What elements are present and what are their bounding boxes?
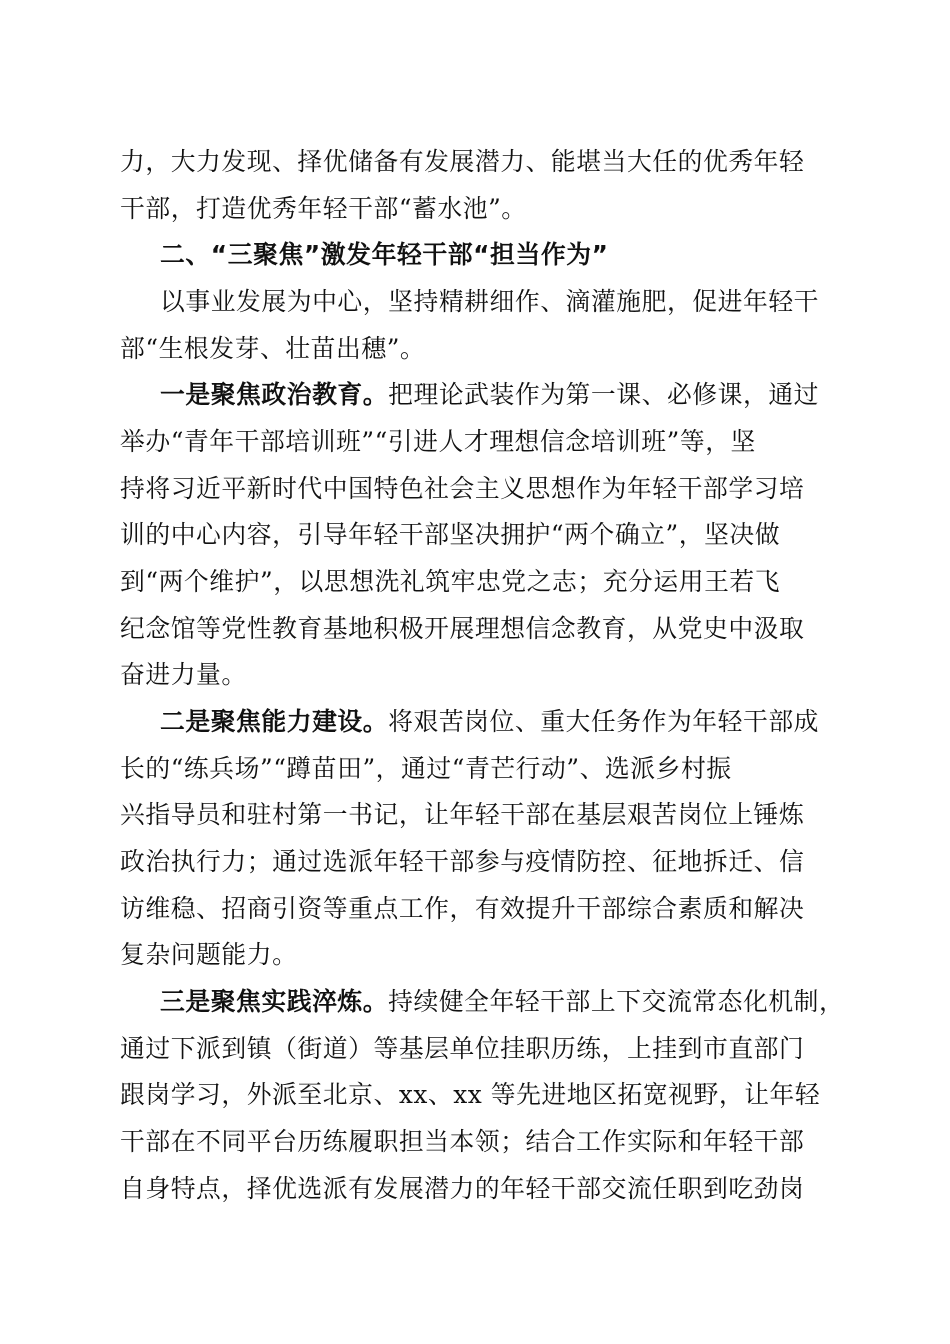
body-line: 奋进力量。 — [120, 660, 247, 689]
body-line: 纪念馆等党性教育基地积极开展理想信念教育，从党史中汲取 — [120, 614, 805, 643]
paragraph-first-line: 三是聚焦实践淬炼。持续健全年轻干部上下交流常态化机制， — [160, 987, 845, 1016]
body-line: 持将习近平新时代中国特色社会主义思想作为年轻干部学习培 — [120, 474, 805, 503]
paragraph-first-line: 二是聚焦能力建设。将艰苦岗位、重大任务作为年轻干部成 — [160, 707, 820, 736]
body-line: 政治执行力；通过选派年轻干部参与疫情防控、征地拆迁、信 — [120, 847, 805, 876]
subheading-lead: 三是聚焦实践淬炼。 — [160, 987, 389, 1016]
body-line: 长的“练兵场”“蹲苗田”，通过“青芒行动”、选派乡村振 — [120, 754, 732, 783]
body-line: 兴指导员和驻村第一书记，让年轻干部在基层艰苦岗位上锤炼 — [120, 800, 805, 829]
body-line: 干部在不同平台历练履职担当本领；结合工作实际和年轻干部 — [120, 1127, 805, 1156]
subheading-lead: 一是聚焦政治教育。 — [160, 380, 389, 409]
subheading-lead: 二是聚焦能力建设。 — [160, 707, 389, 736]
body-line: 训的中心内容，引导年轻干部坚决拥护“两个确立”，坚决做 — [120, 520, 781, 549]
body-line: 复杂问题能力。 — [120, 940, 298, 969]
body-line: 干部，打造优秀年轻干部“蓄水池”。 — [120, 194, 527, 223]
paragraph-first-line: 以事业发展为中心，坚持精耕细作、滴灌施肥，促进年轻干 — [160, 287, 820, 316]
section-heading: 二、“三聚焦”激发年轻干部“担当作为” — [160, 240, 609, 269]
body-line: 自身特点，择优选派有发展潜力的年轻干部交流任职到吃劲岗 — [120, 1174, 805, 1203]
body-line: 力，大力发现、择优储备有发展潜力、能堪当大任的优秀年轻 — [120, 147, 805, 176]
paragraph-first-line: 一是聚焦政治教育。把理论武装作为第一课、必修课，通过 — [160, 380, 820, 409]
body-line: 通过下派到镇（街道）等基层单位挂职历练，上挂到市直部门 — [120, 1034, 805, 1063]
body-line: 访维稳、招商引资等重点工作，有效提升干部综合素质和解决 — [120, 894, 805, 923]
body-line: 到“两个维护”，以思想洗礼筑牢忠党之志；充分运用王若飞 — [120, 567, 781, 596]
body-line: 跟岗学习，外派至北京、xx、xx 等先进地区拓宽视野，让年轻 — [120, 1080, 821, 1109]
body-line: 举办“青年干部培训班”“引进人才理想信念培训班”等，坚 — [120, 427, 756, 456]
body-line: 部“生根发芽、壮苗出穗”。 — [120, 334, 426, 363]
